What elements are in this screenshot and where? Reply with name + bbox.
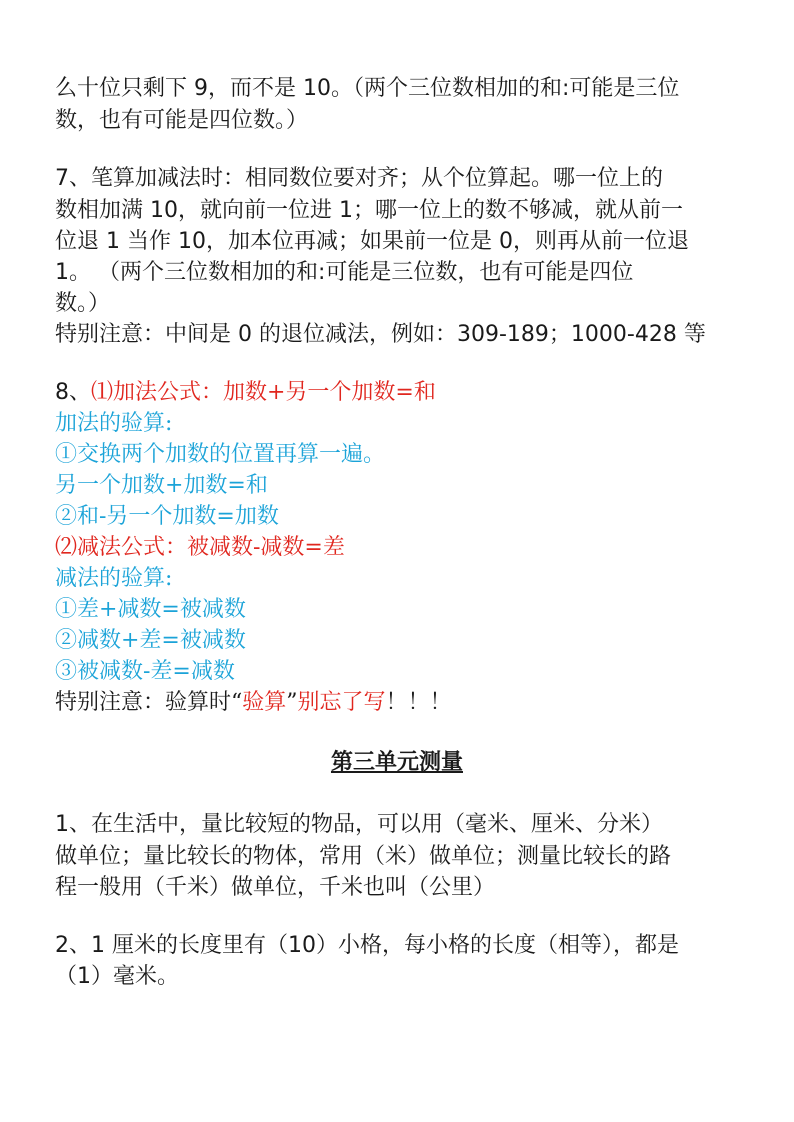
unit-3-item-2: 2、1 厘米的长度里有（10）小格，每小格的长度（相等），都是 [55,933,679,958]
item-8-number: 8、 [55,380,91,405]
add-formula: ⑴加法公式：加数+另一个加数=和 [91,380,436,405]
item-8-add-formula [55,378,436,408]
unit-3-item-1: 程一般用（千米）做单位，千米也叫（公里） [55,875,496,900]
unit-3-item-1: 做单位；量比较长的物体，常用（米）做单位；测量比较长的路 [55,844,672,869]
reminder-end: ！！！ [385,690,452,715]
sub-check-step: ②减数+差=被减数 [55,628,246,653]
sub-check-title: 减法的验算: [55,566,173,591]
text-line: 数，也有可能是四位数。） [55,108,309,133]
item-7-line: 7、笔算加减法时：相同数位要对齐；从个位算起。哪一位上的 [55,166,663,191]
reminder-prefix: 特别注意：验算时 [55,690,232,715]
reminder-mid: 别忘了写 [297,690,386,715]
check-reminder [55,688,452,718]
sub-check-step: ①差+减数=被减数 [55,597,246,622]
text-line: 么十位只剩下 9，而不是 10。（两个三位数相加的和:可能是三位 [55,76,680,101]
add-check-step: ②和-另一个加数=加数 [55,504,279,529]
item-7-line: 位退 1 当作 10，加本位再减；如果前一位是 0，则再从前一位退 [55,229,689,254]
quote-close: ” [286,690,298,715]
item-7-line: 1。 （两个三位数相加的和:可能是三位数，也有可能是四位 [55,260,634,285]
sub-check-step: ③被减数-差=减数 [55,659,235,684]
add-check-step: 另一个加数+加数=和 [55,473,268,498]
unit-3-item-2: （1）毫米。 [55,964,179,989]
item-7-line: 数。） [55,291,111,316]
unit-3-item-1: 1、在生活中，量比较短的物品，可以用（毫米、厘米、分米） [55,812,663,837]
item-7-line: 数相加满 10，就向前一位进 1；哪一位上的数不够减，就从前一 [55,198,683,223]
item-7-note: 特别注意：中间是 0 的退位减法，例如：309-189；1000-428 等 [55,322,706,347]
add-check-title: 加法的验算: [55,411,173,436]
quote-open: “ [231,690,243,715]
add-check-step: ①交换两个加数的位置再算一遍。 [55,442,386,467]
sub-formula: ⑵减法公式：被减数-减数=差 [55,535,345,560]
reminder-highlight: 验算 [242,690,287,715]
unit-3-title: 第三单元测量 [330,750,463,775]
